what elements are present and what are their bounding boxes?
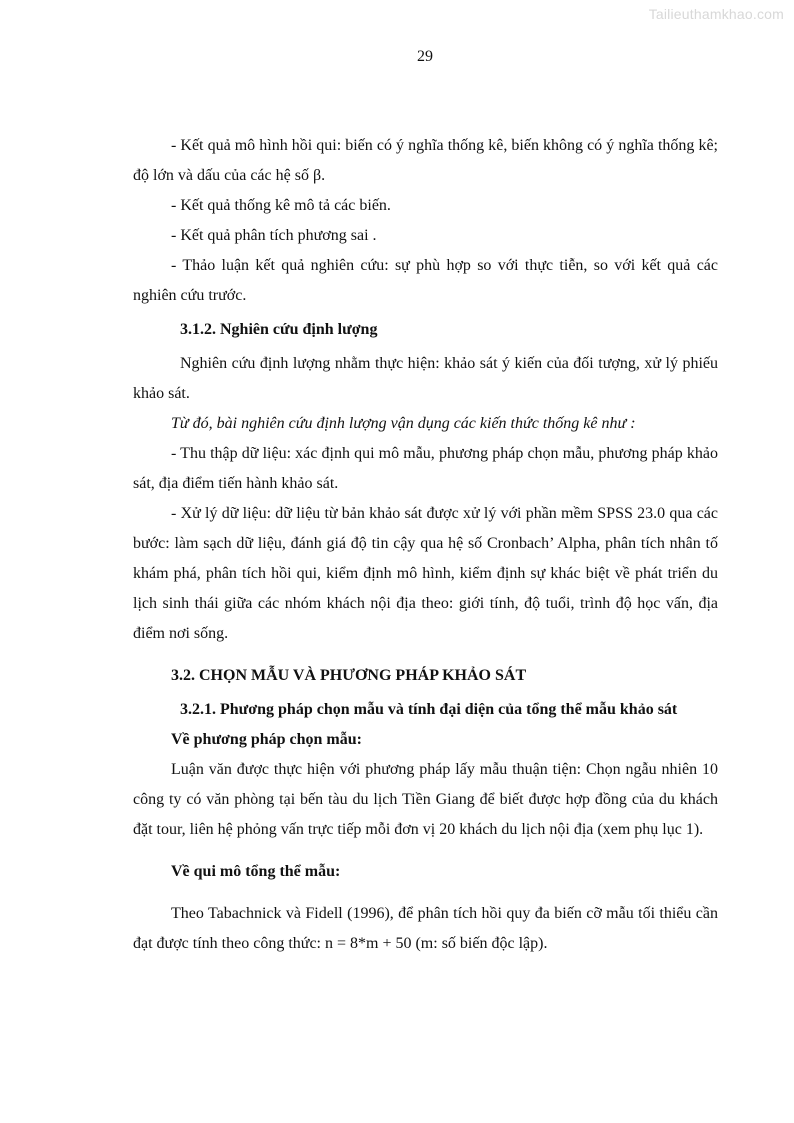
- paragraph-anova: - Kết quả phân tích phương sai .: [171, 227, 377, 244]
- paragraph-quantitative-intro: Nghiên cứu định lượng nhằm thực hiện: khảo sát ý kiến của đối tượng, xử lý phiếu khảo sát.: [133, 355, 718, 402]
- document-body: [133, 131, 718, 959]
- paragraph-sampling-method: Luận văn được thực hiện với phương pháp lấy mẫu thuận tiện: Chọn ngẫu nhiên 10 công ty có văn phòng tại bến tàu du lịch Tiền Giang để biết được hợp đồng của du khách đặt tour, liên hệ phỏng vấn trực tiếp mỗi đơn vị 20 khách du lịch nội địa (xem phụ lục 1).: [133, 761, 718, 838]
- paragraph-data-collection: - Thu thập dữ liệu: xác định qui mô mẫu, phương pháp chọn mẫu, phương pháp khảo sát, địa điểm tiến hành khảo sát.: [133, 445, 718, 492]
- heading-3-2-1: 3.2.1. Phương pháp chọn mẫu và tính đại diện của tổng thể mẫu khảo sát: [180, 701, 678, 718]
- paragraph-discussion: - Thảo luận kết quả nghiên cứu: sự phù hợp so với thực tiễn, so với kết quả các nghiên cứu trước.: [133, 257, 718, 304]
- paragraph-statistical-knowledge: Từ đó, bài nghiên cứu định lượng vận dụng các kiến thức thống kê như :: [171, 415, 636, 432]
- paragraph-regression-results: - Kết quả mô hình hồi qui: biến có ý nghĩa thống kê, biến không có ý nghĩa thống kê; độ lớn và dấu của các hệ số β.: [133, 137, 718, 184]
- subheading-sampling-method: Về phương pháp chọn mẫu:: [171, 731, 362, 748]
- paragraph-descriptive-stats: - Kết quả thống kê mô tả các biến.: [171, 197, 391, 214]
- page-number: 29: [417, 48, 433, 65]
- paragraph-data-processing: - Xử lý dữ liệu: dữ liệu từ bản khảo sát được xử lý với phần mềm SPSS 23.0 qua các bước: làm sạch dữ liệu, đánh giá độ tin cậy qua hệ số Cronbach’ Alpha, phân tích nhân tố khám phá, phân tích hồi qui, kiểm định mô hình, kiểm định sự khác biệt về phát triển du lịch sinh thái giữa các nhóm khách nội địa theo: giới tính, độ tuổi, trình độ học vấn, địa điểm nơi sống.: [133, 505, 718, 642]
- paragraph-sample-size-formula: Theo Tabachnick và Fidell (1996), để phân tích hồi quy đa biến cỡ mẫu tối thiểu cần đạt được tính theo công thức: n = 8*m + 50 (m: số biến độc lập).: [133, 905, 718, 952]
- heading-3-2: 3.2. CHỌN MẪU VÀ PHƯƠNG PHÁP KHẢO SÁT: [171, 667, 527, 684]
- heading-3-1-2: 3.1.2. Nghiên cứu định lượng: [180, 321, 378, 338]
- watermark: Tailieuthamkhao.com: [648, 6, 784, 22]
- subheading-sample-size: Về qui mô tổng thể mẫu:: [171, 863, 341, 880]
